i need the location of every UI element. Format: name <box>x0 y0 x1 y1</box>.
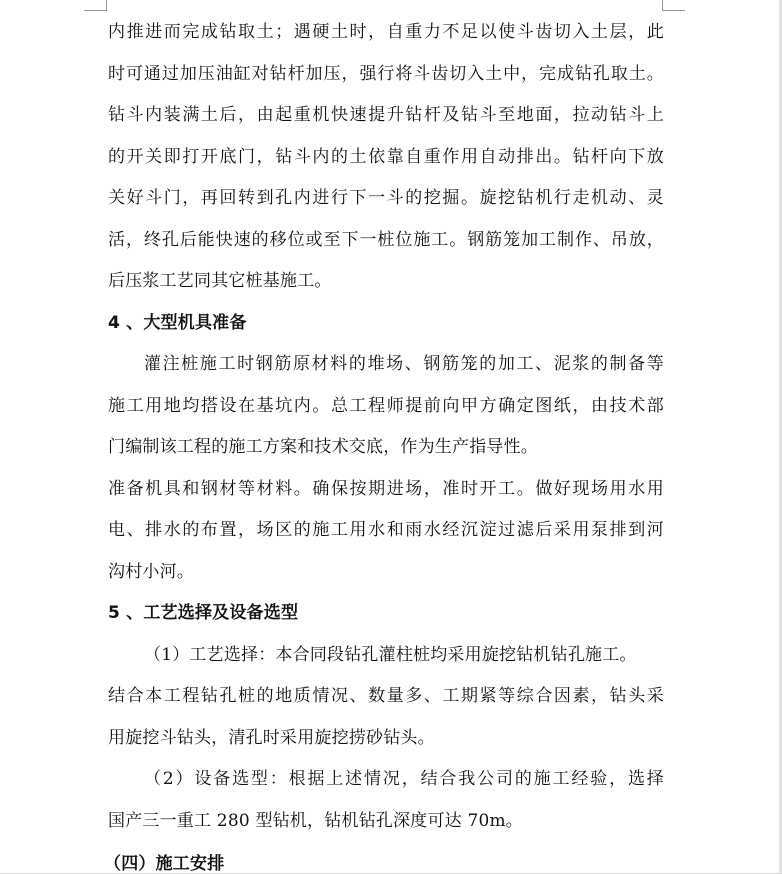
text-line: （1）工艺选择：本合同段钻孔灌柱桩均采用旋挖钻机钻孔施工。 <box>144 644 637 665</box>
text-line: 钻斗内装满土后，由起重机快速提升钻杆及钻斗至地面，拉动钻斗上 <box>108 105 664 125</box>
paragraph-process-selection <box>108 635 664 760</box>
text-line: 后压浆工艺同其它桩基施工。 <box>108 271 332 291</box>
text-line: 灌注桩施工时钢筋原材料的堆场、钢筋笼的加工、泥浆的制备等 <box>144 354 664 374</box>
text-line: 电、排水的布置，场区的施工用水和雨水经沉淀过滤后采用泵排到河 <box>108 520 664 540</box>
text-line: 沟村小河。 <box>108 561 194 582</box>
page-bottom-clip <box>0 848 782 873</box>
text-line: 准备机具和钢材等材料。确保按期进场，准时开工。做好现场用水用 <box>108 478 664 499</box>
section-heading-schedule: （四）施工安排 <box>104 854 225 873</box>
text-line: 结合本工程钻孔桩的地质情况、数量多、工期紧等综合因素，钻头采 <box>108 686 664 706</box>
text-line: （2）设备选型：根据上述情况，结合我公司的施工经验，选择 <box>144 769 664 789</box>
text-line: 关好斗门，再回转到孔内进行下一斗的挖掘。旋挖钻机行走机动、灵 <box>108 188 664 208</box>
text-line: 用旋挖斗钻头，清孔时采用旋挖捞砂钻头。 <box>108 727 435 748</box>
section-heading-5: 5 、工艺选择及设备选型 <box>108 603 299 623</box>
text-line: 门编制该工程的施工方案和技术交底，作为生产指导性。 <box>108 437 538 457</box>
crop-mark-left <box>84 0 107 11</box>
text-line: 国产三一重工 280 型钻机，钻机钻孔深度可达 70m。 <box>108 810 524 831</box>
paragraph-site-preparation <box>108 344 664 469</box>
text-line: 的开关即打开底门，钻斗内的土依靠自重作用自动排出。钻杆向下放 <box>108 146 664 167</box>
section-heading-4: 4 、大型机具准备 <box>108 312 247 333</box>
document-body <box>108 12 664 842</box>
text-line: 时可通过加压油缸对钻杆加压，强行将斗齿切入土中，完成钻孔取土。 <box>108 63 664 84</box>
text-line: 内推进而完成钻取土；遇硬土时，自重力不足以使斗齿切入土层，此 <box>108 22 664 42</box>
paragraph-equipment-materials <box>108 469 664 594</box>
paragraph-equipment-selection <box>108 759 664 842</box>
paragraph-drilling-process <box>108 12 664 303</box>
crop-mark-right <box>662 0 685 11</box>
text-line: 施工用地均搭设在基坑内。总工程师提前向甲方确定图纸，由技术部 <box>108 395 664 416</box>
text-line: 活，终孔后能快速的移位或至下一桩位施工。钢筋笼加工制作、吊放， <box>108 229 664 250</box>
